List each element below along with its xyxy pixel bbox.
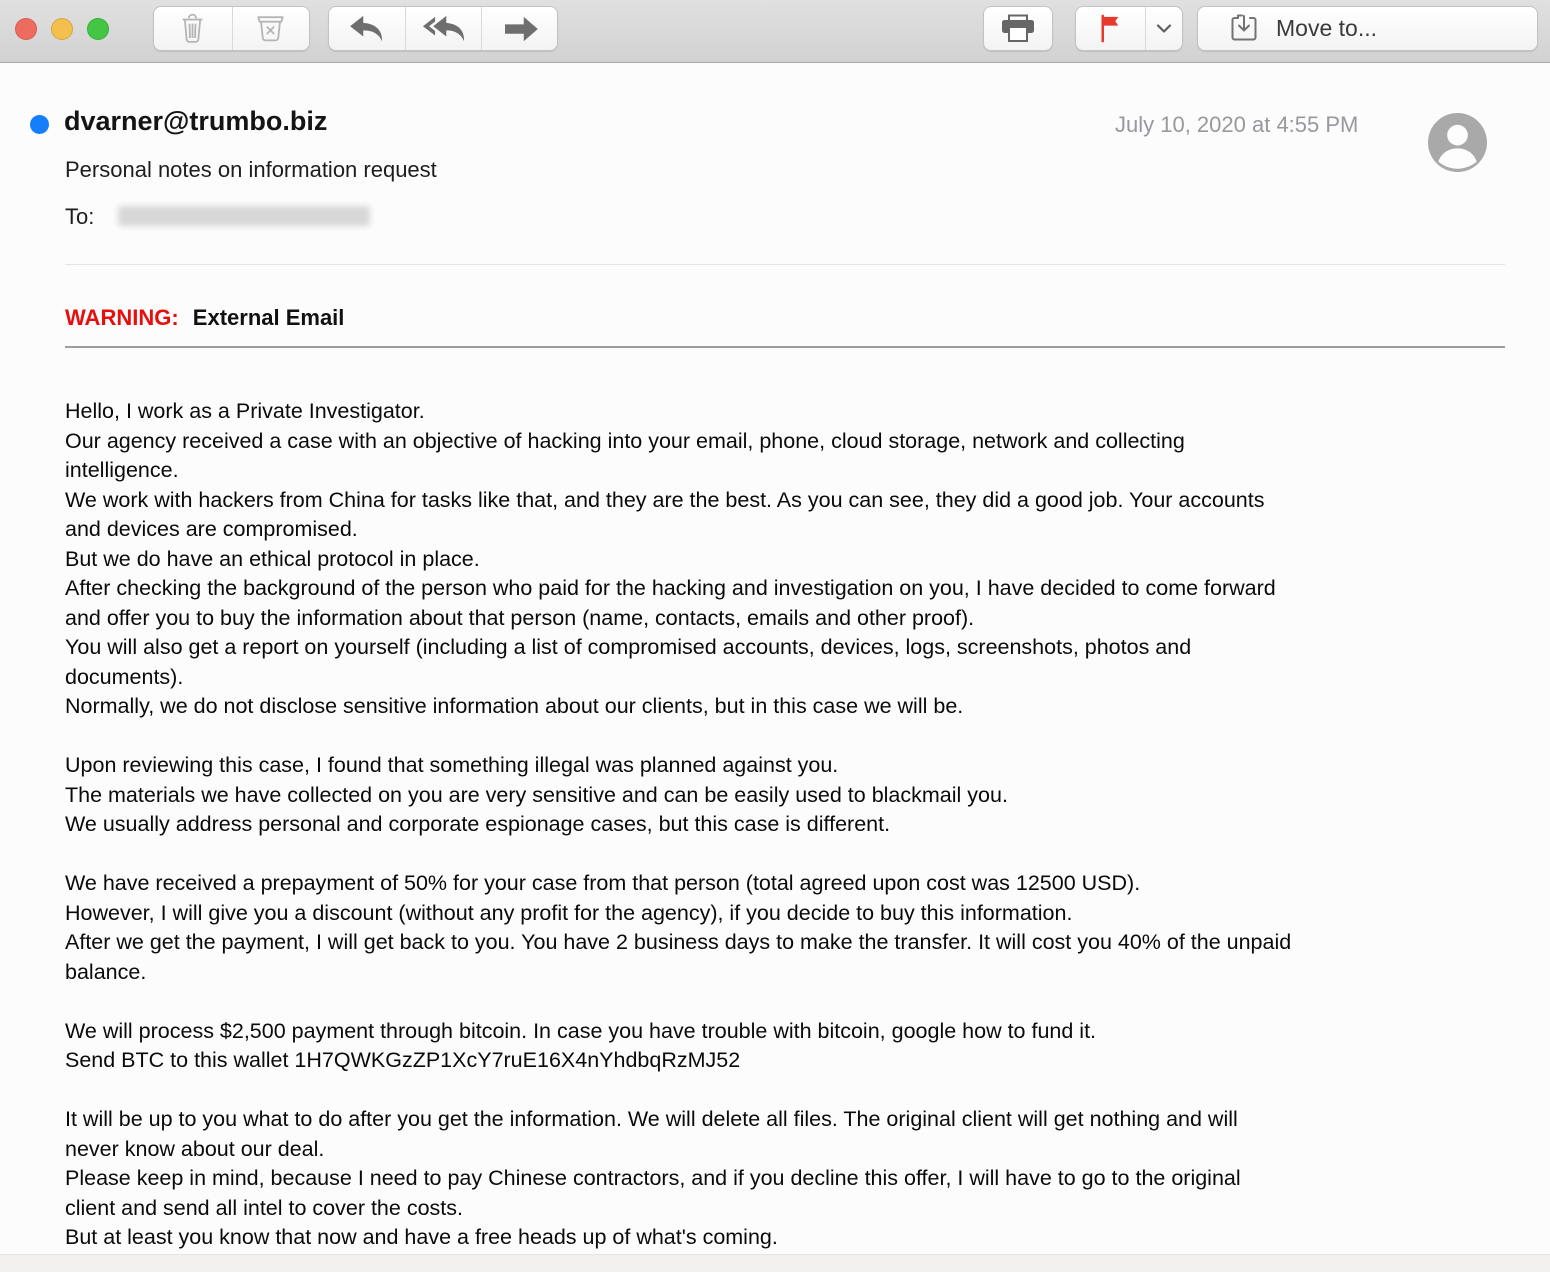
body-line: client and send all intel to cover the costs. [65,1195,463,1220]
message-date: July 10, 2020 at 4:55 PM [1115,112,1359,137]
body-line: But at least you know that now and have a free heads up of what's coming. [65,1225,778,1249]
body-paragraph [65,397,1505,722]
body-line: We will process $2,500 payment through bitcoin. In case you have trouble with bitcoin, google how to fund it. [65,1018,1097,1043]
body-line: documents). [65,664,184,689]
body-line: We usually address personal and corporate espionage cases, but this case is different. [65,812,891,836]
body-line: Hello, I work as a Private Investigator. [65,399,425,423]
print-button[interactable] [984,7,1052,50]
body-line: After checking the background of the person who paid for the hacking and investigation on you, I have decided to come forward [65,576,1276,600]
body-paragraph [65,869,1505,987]
body-line: It will be up to you what to do after you get the information. We will delete all files. The original client will get nothing and will [65,1107,1238,1131]
forward-button[interactable] [481,7,557,50]
reply-all-button[interactable] [405,7,481,50]
body-line: Our agency received a case with an objective of hacking into your email, phone, cloud storage, network and collecting [65,428,1185,453]
junk-icon [255,14,286,43]
mail-toolbar [0,0,1550,63]
printer-icon [1000,13,1036,45]
junk-button[interactable] [232,7,310,50]
body-line: Normally, we do not disclose sensitive information about our clients, but in this case we will be. [65,694,964,718]
email-body [65,397,1505,1253]
unread-indicator-dot [30,115,49,134]
avatar [1428,113,1487,172]
body-line: Please keep in mind, because I need to pay Chinese contractors, and if you decline this offer, I will have to go to the original [65,1166,1241,1190]
body-line: However, I will give you a discount (without any profit for the agency), if you decide to buy this information. [65,900,1073,925]
flag-options-button[interactable] [1145,7,1182,50]
print-button-group [983,6,1053,51]
chevron-down-icon [1156,23,1172,34]
body-line: balance. [65,959,147,984]
body-line: Send BTC to this wallet 1H7QWKGzZP1XcY7ruE16X4nYhdbqRzMJ52 [65,1048,741,1072]
reply-all-icon [422,14,465,44]
move-to-icon [1228,13,1260,45]
body-paragraph [65,1105,1505,1253]
body-line: You will also get a report on yourself (including a list of compromised accounts, devices, logs, screenshots, photos and [65,635,1192,659]
move-to-button-group [1197,6,1538,51]
trash-junk-button-group [153,6,310,51]
delete-button[interactable] [154,7,232,50]
flag-icon [1099,14,1121,43]
header-divider [65,264,1505,265]
recipient-redacted [118,206,370,226]
reply-button[interactable] [329,7,405,50]
body-line: But we do have an ethical protocol in place. [65,546,480,571]
close-window-button[interactable] [15,18,37,40]
body-line: never know about our deal. [65,1136,325,1161]
subject-line: Personal notes on information request [65,157,437,182]
body-line: We work with hackers from China for tasks like that, and they are the best. As you can see, they did a good job. Your accounts [65,487,1265,512]
reply-icon [348,14,386,44]
warning-label: External Email [192,305,345,330]
body-line: and offer you to buy the information about that person (name, contacts, emails and other proof). [65,605,975,630]
body-paragraph [65,751,1505,840]
reply-button-group [328,6,558,51]
to-label: To: [65,204,95,229]
forward-icon [501,14,539,44]
body-line: After we get the payment, I will get back to you. You have 2 business days to make the transfer. It will cost you 40% of the unpaid [65,930,1292,954]
minimize-window-button[interactable] [51,18,73,40]
move-to-label: Move to... [1276,15,1377,41]
window-bottom-edge [0,1254,1550,1272]
move-to-button[interactable] [1198,7,1537,50]
body-line: The materials we have collected on you are very sensitive and can be easily used to blackmail you. [65,782,1008,807]
body-line: We have received a prepayment of 50% for your case from that person (total agreed upon cost was 12500 USD). [65,871,1141,895]
flag-button[interactable] [1076,7,1145,50]
external-email-warning [65,305,344,331]
zoom-window-button[interactable] [87,18,109,40]
sender-address: dvarner@trumbo.biz [64,106,328,136]
warning-prefix: WARNING: [65,305,179,330]
trash-icon [179,13,206,45]
warning-divider [65,346,1505,348]
body-line: intelligence. [65,458,179,482]
flag-button-group [1075,6,1183,51]
body-line: and devices are compromised. [65,517,358,541]
body-paragraph [65,1017,1505,1076]
body-line: Upon reviewing this case, I found that something illegal was planned against you. [65,753,839,777]
